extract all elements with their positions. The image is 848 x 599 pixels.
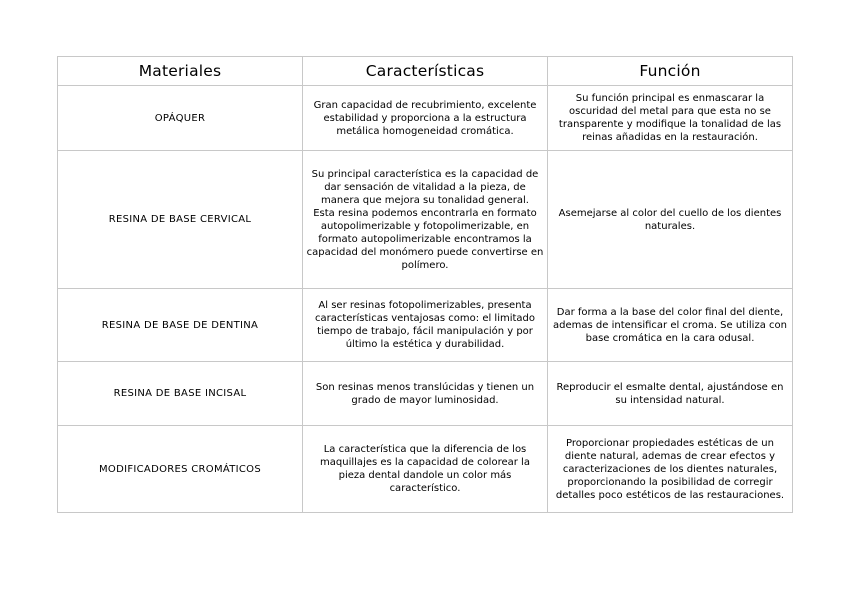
cell-funcion: Asemejarse al color del cuello de los dientes naturales. xyxy=(548,151,793,289)
cell-caracteristicas: La característica que la diferencia de los maquillajes es la capacidad de colorear la pieza dental dandole un color más característico. xyxy=(303,426,548,513)
cell-material: RESINA DE BASE CERVICAL xyxy=(58,151,303,289)
caracteristicas-paragraph-1: Su principal característica es la capacidad de dar sensación de vitalidad a la pieza, de manera que mejora su tonalidad general. xyxy=(311,168,539,206)
cell-material: OPÁQUER xyxy=(58,86,303,151)
cell-caracteristicas: Al ser resinas fotopolimerizables, presenta características ventajosas como: el limitado tiempo de trabajo, fácil manipulación y por último la estética y durabilidad. xyxy=(303,289,548,362)
cell-funcion: Reproducir el esmalte dental, ajustándose en su intensidad natural. xyxy=(548,362,793,426)
cell-caracteristicas: Son resinas menos translúcidas y tienen un grado de mayor luminosidad. xyxy=(303,362,548,426)
table-row xyxy=(58,426,793,513)
cell-material: MODIFICADORES CROMÁTICOS xyxy=(58,426,303,513)
caracteristicas-paragraph-2: Esta resina podemos encontrarla en formato autopolimerizable y fotopolimerizable, en formato autopolimerizable encontramos la capacidad del monómero puede convertirse en polímero. xyxy=(306,207,544,271)
header-funcion: Función xyxy=(548,57,793,86)
cell-funcion: Su función principal es enmascarar la oscuridad del metal para que esta no se transparente y modifique la tonalidad de las reinas añadidas en la restauración. xyxy=(548,86,793,151)
materials-table xyxy=(57,56,793,513)
header-caracteristicas: Características xyxy=(303,57,548,86)
cell-funcion: Dar forma a la base del color final del diente, ademas de intensificar el croma. Se utiliza con base cromática en la cara odusal. xyxy=(548,289,793,362)
cell-material: RESINA DE BASE INCISAL xyxy=(58,362,303,426)
table-row xyxy=(58,362,793,426)
cell-material: RESINA DE BASE DE DENTINA xyxy=(58,289,303,362)
cell-caracteristicas xyxy=(303,151,548,289)
table-row xyxy=(58,86,793,151)
header-materiales: Materiales xyxy=(58,57,303,86)
cell-caracteristicas: Gran capacidad de recubrimiento, excelente estabilidad y proporciona a la estructura metálica homogeneidad cromática. xyxy=(303,86,548,151)
table-row xyxy=(58,289,793,362)
table-header-row xyxy=(58,57,793,86)
table-row xyxy=(58,151,793,289)
cell-funcion: Proporcionar propiedades estéticas de un diente natural, ademas de crear efectos y caracterizaciones de los dientes naturales, proporcionando la posibilidad de corregir detalles poco estéticos de las restauraciones. xyxy=(548,426,793,513)
